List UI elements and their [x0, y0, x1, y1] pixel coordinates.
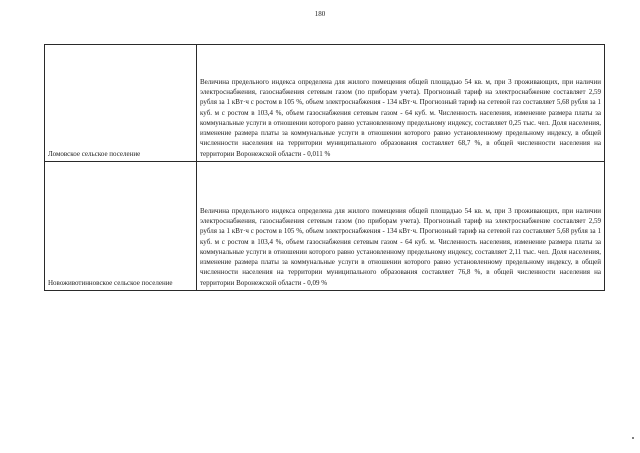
table-row: [45, 45, 605, 162]
municipality-name-cell: Новоживотинновское сельское поселение: [45, 162, 197, 291]
scan-speck: [632, 437, 634, 439]
page-number: 180: [314, 10, 326, 18]
municipality-name-cell: Ломовское сельское поселение: [45, 45, 197, 162]
index-description-cell: Величина предельного индекса определена для жилого помещения общей площадью 54 кв. м, при 3 проживающих, при наличии электроснабжения, газоснабжения сетевым газом (по приборам учета). Прогнозный тариф на электроснабжение составляет 2,59 рубля за 1 кВт·ч с ростом в 105 %, объем электроснабжения - 134 кВт·ч. Прогнозный тариф на сетевой газ составляет 5,68 рубля за 1 куб. м с ростом в 103,4 %, объем газоснабжения сетевым газом - 64 куб. м. Численность населения, изменение размера платы за коммунальные услуги в отношении которого равно установленному предельному индексу, составляет 0,25 тыс. чел. Доля населения, изменение размера платы за коммунальные услуги в отношении которого равно установленному предельному индексу, в общей численности населения на территории муниципального образования составляет 68,7 %, в общей численности населения на территории Воронежской области - 0,011 %: [197, 45, 605, 162]
table-row: [45, 162, 605, 291]
index-description-cell: Величина предельного индекса определена для жилого помещения общей площадью 54 кв. м, при 3 проживающих, при наличии электроснабжения, газоснабжения сетевым газом (по приборам учета). Прогнозный тариф на электроснабжение составляет 2,59 рубля за 1 кВт·ч с ростом в 105 %, объем электроснабжения - 134 кВт·ч. Прогнозный тариф на сетевой газ составляет 5,68 рубля за 1 куб. м с ростом в 103,4 %, объем газоснабжения сетевым газом - 64 куб. м. Численность населения, изменение размера платы за коммунальные услуги в отношении которого равно установленному предельному индексу, составляет 2,11 тыс. чел. Доля населения, изменение размера платы за коммунальные услуги в отношении которого равно установленному предельному индексу, в общей численности населения на территории муниципального образования составляет 76,8 %, в общей численности населения на территории Воронежской области - 0,09 %: [197, 162, 605, 291]
municipality-index-table: [44, 44, 605, 291]
